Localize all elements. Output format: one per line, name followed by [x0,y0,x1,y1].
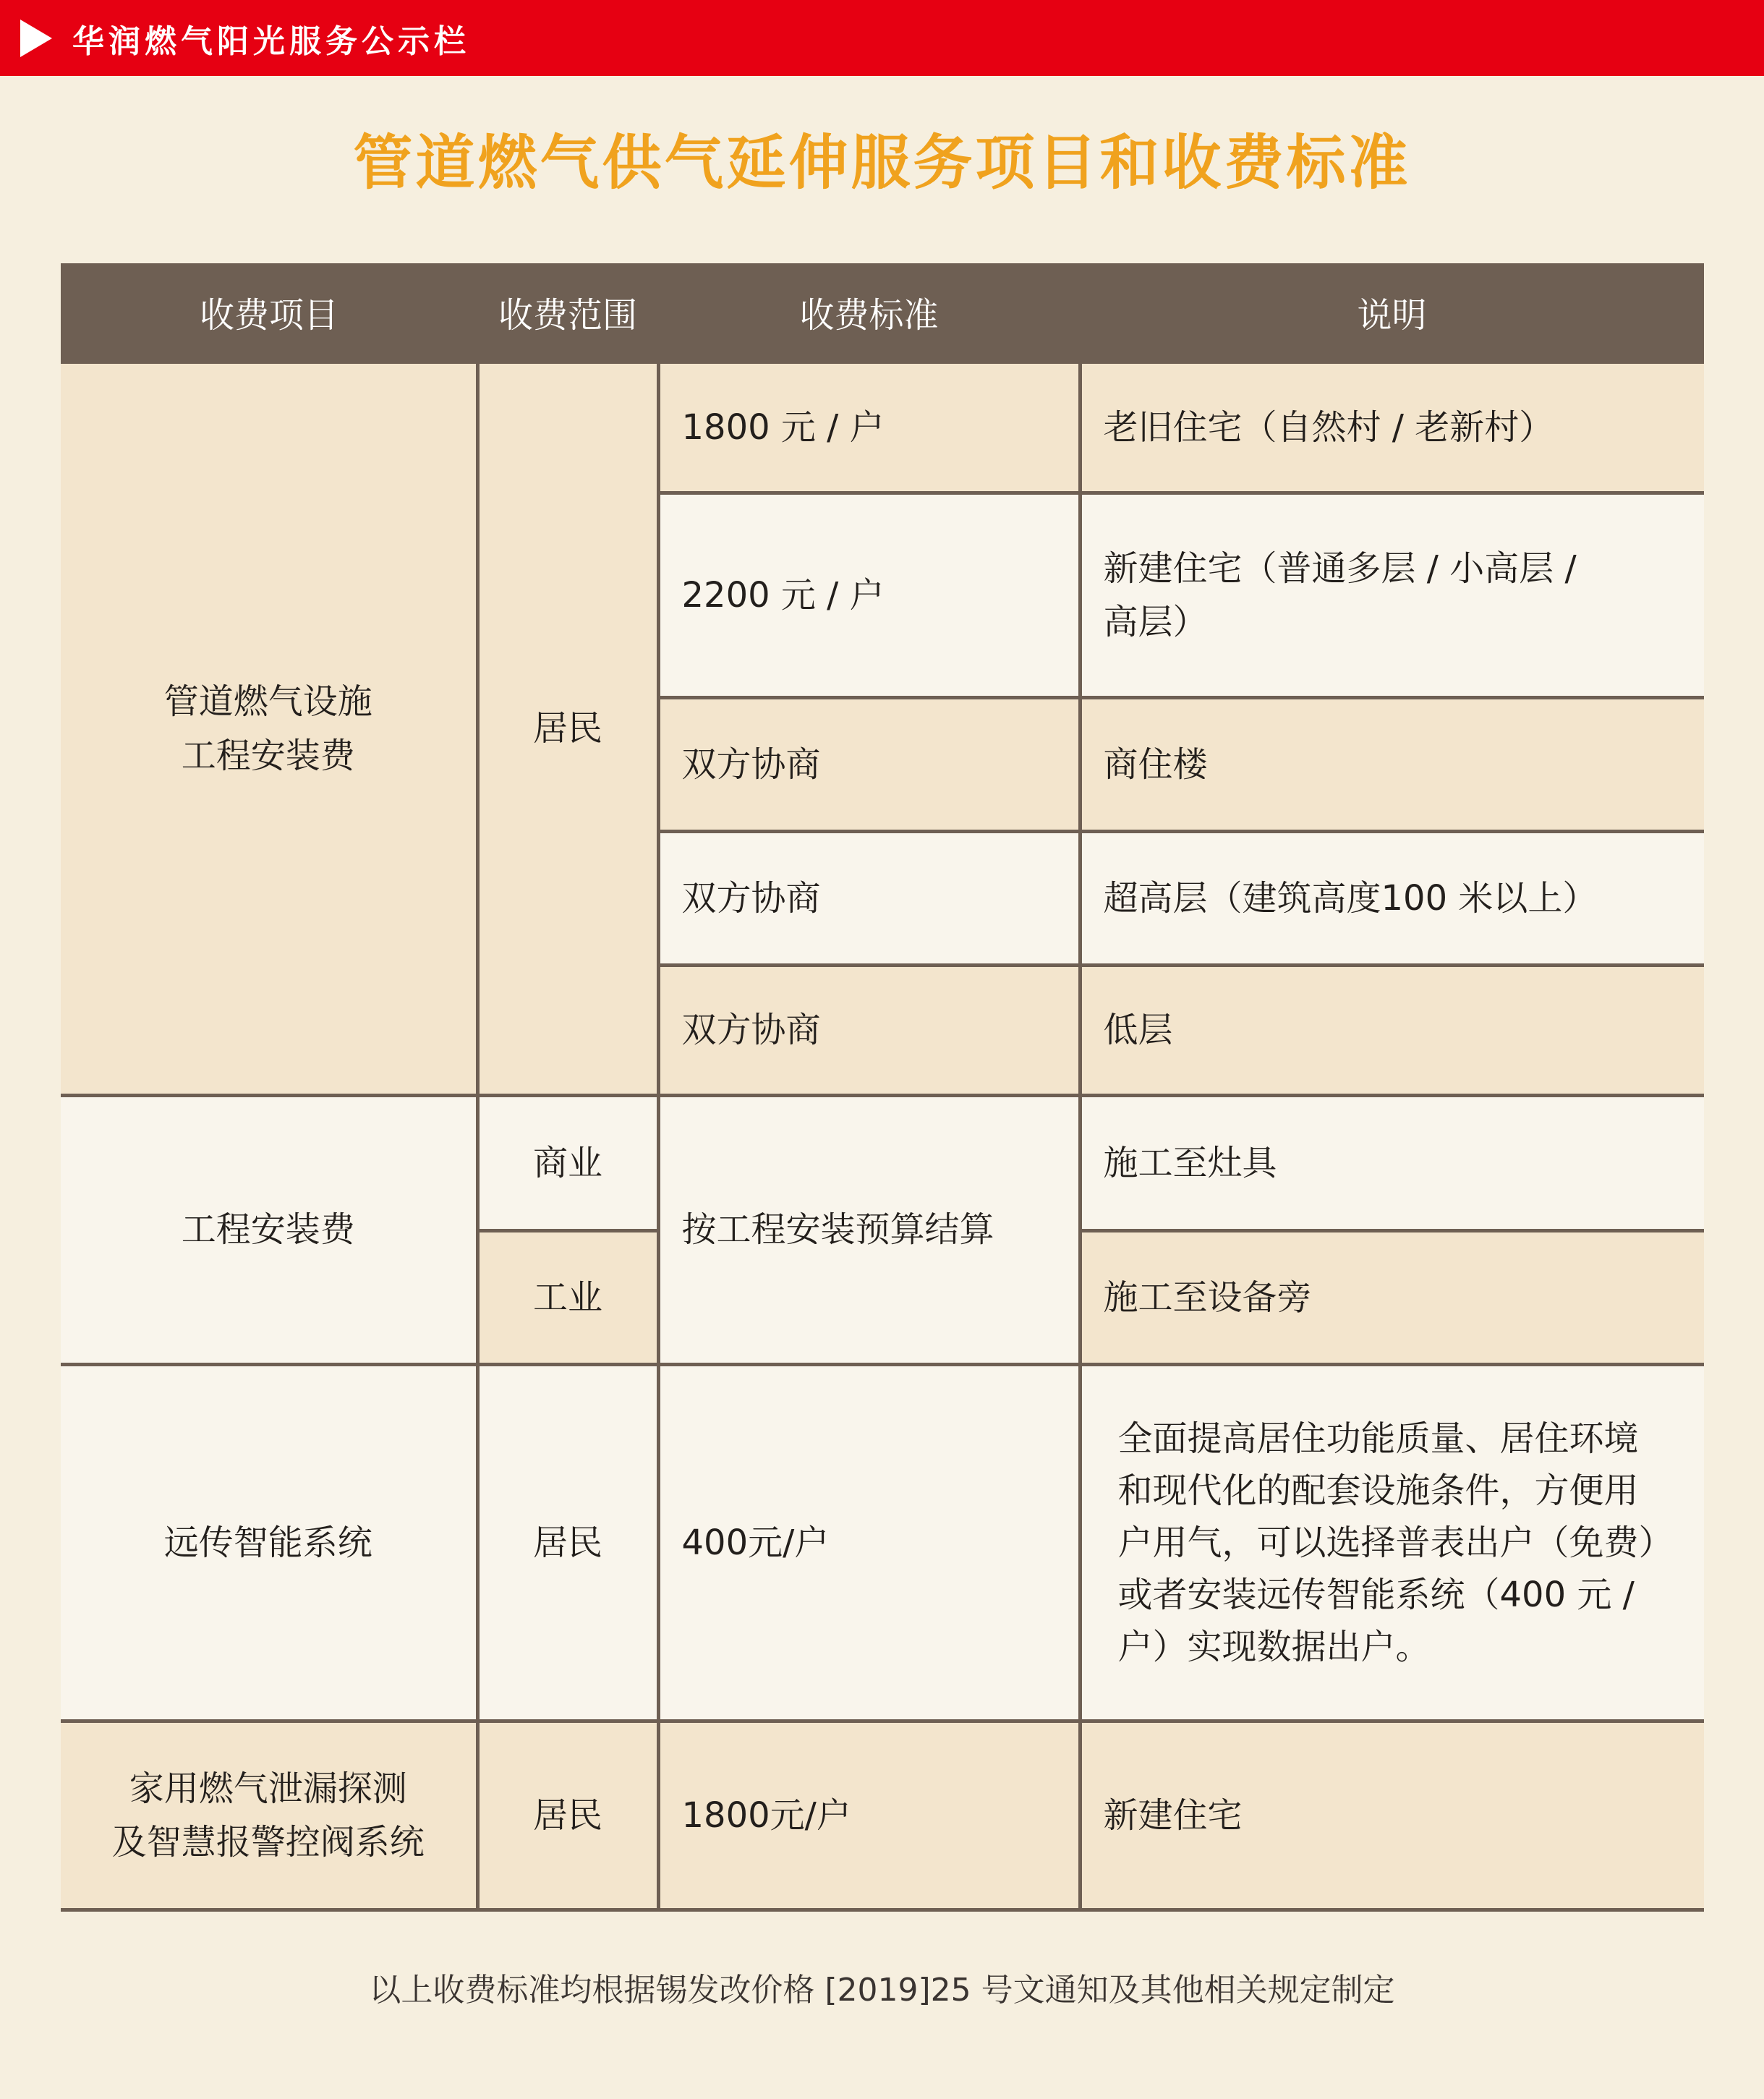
item-cell [61,362,477,1096]
header-item: 收费项目 [61,263,477,362]
standard-cell: 1800元/户 [658,1721,1080,1910]
item-cell: 工程安装费 [61,1096,477,1365]
footnote: 以上收费标准均根据锡发改价格 [2019]25 号文通知及其他相关规定制定 [369,1972,1395,2009]
note-text-line: 户用气，可以选择普表出户（免费） [1117,1523,1674,1563]
scope-cell: 工业 [477,1231,658,1365]
play-triangle-icon [20,20,52,57]
scope-cell: 商业 [477,1096,658,1231]
note-cell: 施工至灶具 [1080,1096,1704,1231]
header-scope: 收费范围 [477,263,658,362]
standard-cell: 双方协商 [658,698,1080,832]
note-cell: 低层 [1080,966,1704,1096]
scope-cell: 居民 [477,1365,658,1721]
note-cell: 商住楼 [1080,698,1704,832]
item-cell: 远传智能系统 [61,1365,477,1721]
note-cell [1080,1365,1704,1721]
item-text-line: 管道燃气设施 [163,681,372,723]
page-title: 管道燃气供气延伸服务项目和收费标准 [353,129,1411,197]
item-text-line: 家用燃气泄漏探测 [129,1768,407,1809]
scope-cell: 居民 [477,362,658,1096]
header-note: 说明 [1080,263,1704,362]
banner-title: 华润燃气阳光服务公示栏 [72,22,470,60]
fee-table [61,263,1704,1912]
standard-cell: 1800 元 / 户 [658,362,1080,493]
note-text-line: 或者安装远传智能系统（400 元 / [1117,1575,1635,1615]
top-banner [0,0,1764,76]
note-text-line: 和现代化的配套设施条件，方便用 [1117,1470,1639,1511]
standard-cell: 2200 元 / 户 [658,493,1080,698]
note-text-line: 全面提高居住功能质量、居住环境 [1117,1418,1639,1459]
table-header-row [61,263,1704,362]
standard-cell: 双方协商 [658,966,1080,1096]
note-text-line: 户）实现数据出户。 [1117,1627,1431,1667]
standard-cell: 双方协商 [658,832,1080,966]
header-standard: 收费标准 [658,263,1080,362]
table-row [61,1096,1704,1231]
note-cell: 新建住宅 [1080,1721,1704,1910]
table-row [61,1365,1704,1721]
item-cell [61,1721,477,1910]
standard-cell: 400元/户 [658,1365,1080,1721]
table-row [61,1721,1704,1910]
note-cell [1080,493,1704,698]
note-cell: 老旧住宅（自然村 / 老新村） [1080,362,1704,493]
standard-cell: 按工程安装预算结算 [658,1096,1080,1365]
item-text-line: 及智慧报警控阀系统 [111,1822,425,1862]
note-cell: 超高层（建筑高度100 米以上） [1080,832,1704,966]
item-text-line: 工程安装费 [181,735,355,776]
note-text-line: 高层） [1103,602,1208,642]
scope-cell: 居民 [477,1721,658,1910]
note-cell: 施工至设备旁 [1080,1231,1704,1365]
table-row [61,362,1704,493]
note-text-line: 新建住宅（普通多层 / 小高层 / [1103,548,1577,589]
